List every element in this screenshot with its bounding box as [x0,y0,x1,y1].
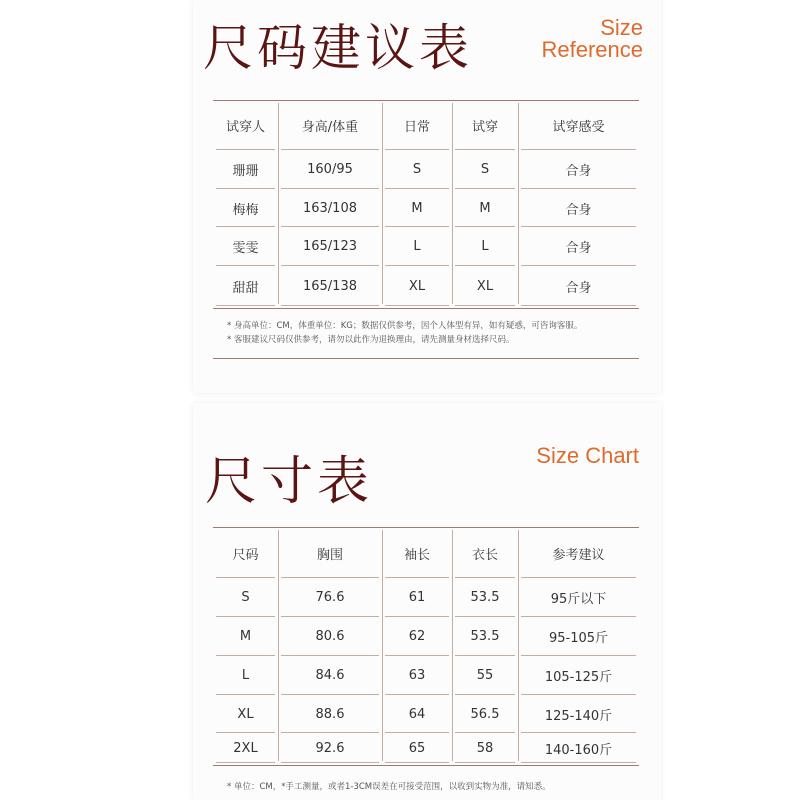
header-cell: 袖长 [382,528,452,578]
table-cell: 92.6 [278,733,382,763]
column-divider [382,103,383,304]
table-cell: 95-105斤 [518,617,639,656]
table-cell: 56.5 [452,695,518,733]
header-cell: 日常 [382,101,452,150]
table-cell: 甜甜 [213,266,278,306]
table-cell: 140-160斤 [518,733,639,763]
column-divider [278,103,279,304]
column-divider [518,530,519,761]
table-cell: 62 [382,617,452,656]
column-divider [452,530,453,761]
table-cell: 合身 [518,189,639,227]
table-cell: 63 [382,656,452,695]
table-cell: 165/138 [278,266,382,306]
table-cell: 80.6 [278,617,382,656]
table-cell: XL [382,266,452,306]
header-cell: 身高/体重 [278,101,382,150]
table-row [213,656,639,695]
table-row [213,150,639,189]
size-reference-panel [193,0,661,393]
reference-note-1: * 身高单位：CM，体重单位：KG；数据仅供参考，因个人体型有异，如有疑惑，可咨询客服。 [227,321,583,331]
table-cell: XL [452,266,518,306]
table-row [213,189,639,227]
header-row [213,528,639,578]
table-cell: 65 [382,733,452,763]
header-cell: 尺码 [213,528,278,578]
size-chart-en-title: Size Chart [536,443,639,468]
header-cell: 胸围 [278,528,382,578]
table-row [213,266,639,306]
chart-bottom-rule [213,765,639,766]
table-cell: 58 [452,733,518,763]
table-cell: 95斤以下 [518,578,639,617]
table-cell: 合身 [518,227,639,266]
table-cell: 61 [382,578,452,617]
table-cell: 合身 [518,266,639,306]
header-cell: 试穿感受 [518,101,639,150]
table-cell: 55 [452,656,518,695]
table-row [213,617,639,656]
header-cell: 衣长 [452,528,518,578]
table-cell: L [382,227,452,266]
column-divider [518,103,519,304]
table-cell: 125-140斤 [518,695,639,733]
table-cell: 88.6 [278,695,382,733]
size-chart-panel [193,403,661,800]
table-cell: 64 [382,695,452,733]
table-cell: 163/108 [278,189,382,227]
table-row [213,695,639,733]
column-divider [382,530,383,761]
table-cell: XL [213,695,278,733]
table-cell: 雯雯 [213,227,278,266]
table-row [213,733,639,763]
table-cell: M [213,617,278,656]
table-cell: S [213,578,278,617]
table-row [213,227,639,266]
table-cell: 53.5 [452,617,518,656]
table-cell: S [382,150,452,189]
size-reference-en-line1: Size [600,15,643,40]
table-cell: 84.6 [278,656,382,695]
table-cell: S [452,150,518,189]
table-cell: 2XL [213,733,278,763]
notes-bottom-rule [213,358,639,359]
table-cell: 合身 [518,150,639,189]
header-cell: 参考建议 [518,528,639,578]
table-cell: 165/123 [278,227,382,266]
chart-note-1: * 单位：CM，*手工测量，或者1-3CM误差在可接受范围，以收到实物为准，请知悉。 [227,782,551,792]
table-bottom-rule [213,308,639,309]
table-cell: 76.6 [278,578,382,617]
header-cell: 试穿 [452,101,518,150]
column-divider [278,530,279,761]
table-cell: M [382,189,452,227]
table-row [213,578,639,617]
table-cell: L [213,656,278,695]
header-cell: 试穿人 [213,101,278,150]
table-cell: 160/95 [278,150,382,189]
table-cell: 105-125斤 [518,656,639,695]
table-cell: 53.5 [452,578,518,617]
table-cell: L [452,227,518,266]
size-chart-table [213,528,639,763]
size-reference-title: 尺码建议表 [203,19,473,77]
size-reference-en-line2: Reference [541,37,643,62]
table-cell: M [452,189,518,227]
size-reference-table [213,101,639,306]
column-divider [452,103,453,304]
table-cell: 梅梅 [213,189,278,227]
table-cell: 珊珊 [213,150,278,189]
header-row [213,101,639,150]
reference-note-2: * 客服建议尺码仅供参考，请勿以此作为退换理由，请先测量身材选择尺码。 [227,335,515,345]
size-chart-title: 尺寸表 [205,452,374,512]
